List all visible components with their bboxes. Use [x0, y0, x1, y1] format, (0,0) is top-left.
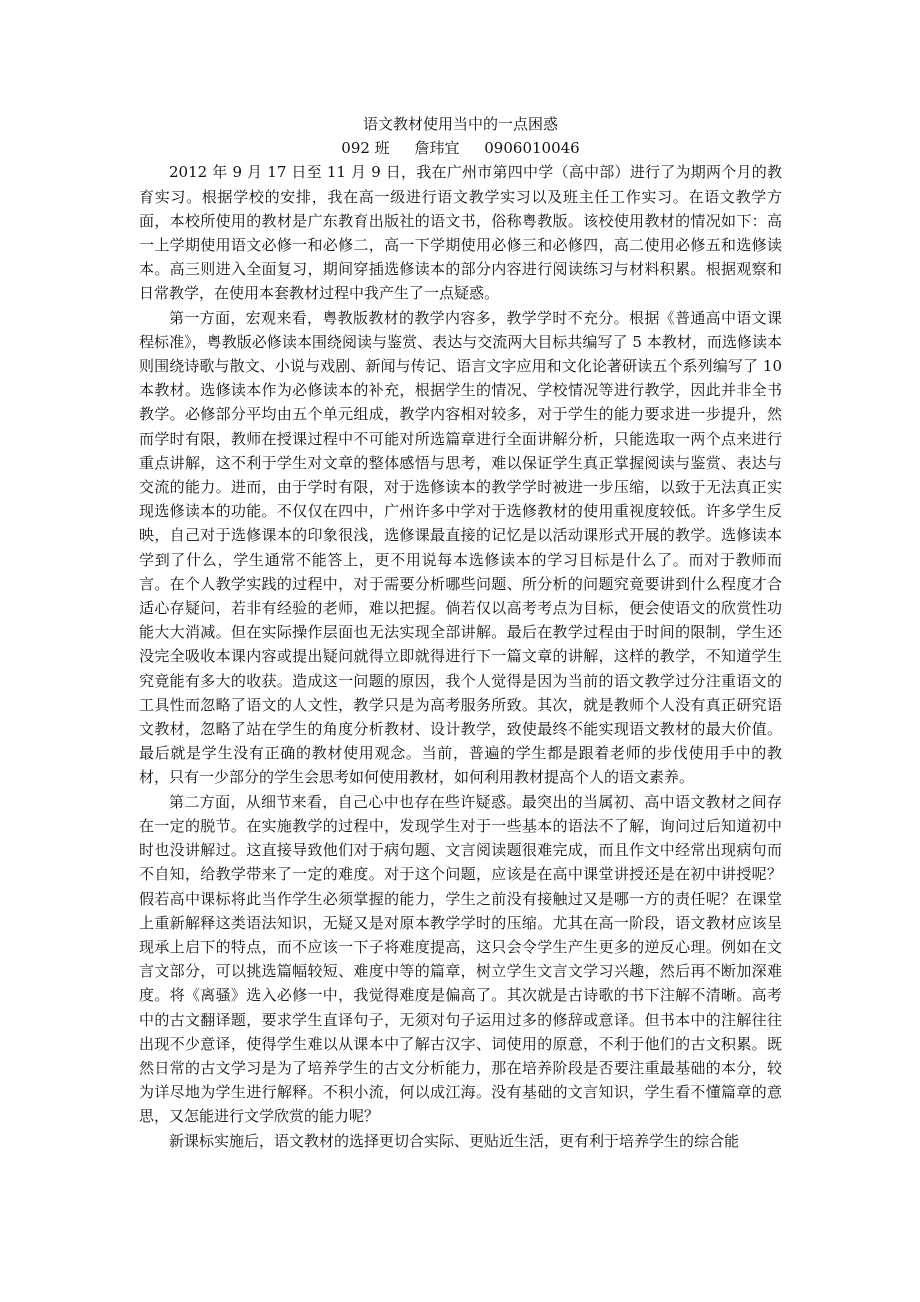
author-name: 詹玮宜	[414, 139, 460, 158]
paragraph-4: 新课标实施后，语文教材的选择更切合实际、更贴近生活，更有利于培养学生的综合能	[169, 1131, 740, 1150]
author-id: 0906010046	[484, 139, 580, 158]
author-byline	[139, 136, 782, 160]
paragraph-3: 第二方面，从细节来看，自己心中也存在些许疑惑。最突出的当属初、高中语文教材之间存在一定的脱节。在实施教学的过程中，发现学生对于一些基本的语法不了解，询问过后知道初中时也没讲解过。这直接导致他们对于病句题、文言阅读题很难完成，而且作文中经常出现病句而不自知，给教学带来了一定的难度。对于这个问题，应该是在高中课堂讲授还是在初中讲授呢？假若高中课标将此当作学生必须掌握的能力，学生之前没有接触过又是哪一方的责任呢？在课堂上重新解释这类语法知识，无疑又是对原本教学学时的压缩。尤其在高一阶段，语文教材应该呈现承上启下的特点，而不应该一下子将难度提高，这只会令学生产生更多的逆反心理。例如在文言文部分，可以挑选篇幅较短、难度中等的篇章，树立学生文言文学习兴趣，然后再不断加深难度。将《离骚》选入必修一中，我觉得难度是偏高了。其次就是古诗歌的书下注解不清晰。高考中的古文翻译题，要求学生直译句子，无须对句子运用过多的修辞或意译。但书本中的注解往往出现不少意译，使得学生难以从课本中了解古汉字、词使用的原意，不利于他们的古文积累。既然日常的古文学习是为了培养学生的古文分析能力，那在培养阶段是否要注重最基础的本分，较为详尽地为学生进行解释。不积小流，何以成江海。没有基础的文言知识，学生看不懂篇章的意思，又怎能进行文学欣赏的能力呢？	[139, 792, 782, 1126]
author-class: 092 班	[341, 139, 390, 158]
document-title: 语文教材使用当中的一点困惑	[362, 115, 558, 133]
document-page	[139, 112, 782, 1153]
paragraph-2: 第一方面，宏观来看，粤教版教材的教学内容多，教学学时不充分。根据《普通高中语文课程标准》，粤教版必修读本围绕阅读与鉴赏、表达与交流两大目标共编写了 5 本教材，而选修读本则围绕诗歌与散文、小说与戏剧、新闻与传记、语言文字应用和文化论著研读五个系列编写了 10 本教材。选修读本作为必修读本的补充，根据学生的情况、学校情况等进行教学，因此并非全书教学。必修部分平均由五个单元组成，教学内容相对较多，对于学生的能力要求进一步提升，然而学时有限，教师在授课过程中不可能对所选篇章进行全面讲解分析，只能选取一两个点来进行重点讲解，这不利于学生对文章的整体感悟与思考，难以保证学生真正掌握阅读与鉴赏、表达与交流的能力。进而，由于学时有限，对于选修读本的教学学时被进一步压缩，以致于无法真正实现选修读本的功能。不仅仅在四中，广州许多中学对于选修教材的使用重视度较低。许多学生反映，自己对于选修课本的印象很浅，选修课最直接的记忆是以活动课形式开展的教学。选修读本学到了什么，学生通常不能答上，更不用说每本选修读本的学习目标是什么了。而对于教师而言。在个人教学实践的过程中，对于需要分析哪些问题、所分析的问题究竟要讲到什么程度才合适心存疑问，若非有经验的老师，难以把握。倘若仅以高考考点为目标，便会使语文的欣赏性功能大大消减。但在实际操作层面也无法实现全部讲解。最后在教学过程由于时间的限制，学生还没完全吸收本课内容或提出疑问就得立即就得进行下一篇文章的讲解，这样的教学，不知道学生究竟能有多大的收获。造成这一问题的原因，我个人觉得是因为当前的语文教学过分注重语文的工具性而忽略了语文的人文性，教学只是为高考服务所致。其次，就是教师个人没有真正研究语文教材，忽略了站在学生的角度分析教材、设计教学，致使最终不能实现语文教材的最大价值。最后就是学生没有正确的教材使用观念。当前，普遍的学生都是跟着老师的步伐使用手中的教材，只有一少部分的学生会思考如何使用教材，如何利用教材提高个人的语文素养。	[139, 308, 782, 787]
paragraph-1: 2012 年 9 月 17 日至 11 月 9 日，我在广州市第四中学（高中部）进行了为期两个月的教育实习。根据学校的安排，我在高一级进行语文教学实习以及班主任工作实习。在语文教学方面，本校所使用的教材是广东教育出版社的语文书，俗称粤教版。该校使用教材的情况如下：高一上学期使用语文必修一和必修二，高一下学期使用必修三和必修四，高二使用必修五和选修读本。高三则进入全面复习，期间穿插选修读本的部分内容进行阅读练习与材料积累。根据观察和日常教学，在使用本套教材过程中我产生了一点疑惑。	[139, 163, 782, 303]
